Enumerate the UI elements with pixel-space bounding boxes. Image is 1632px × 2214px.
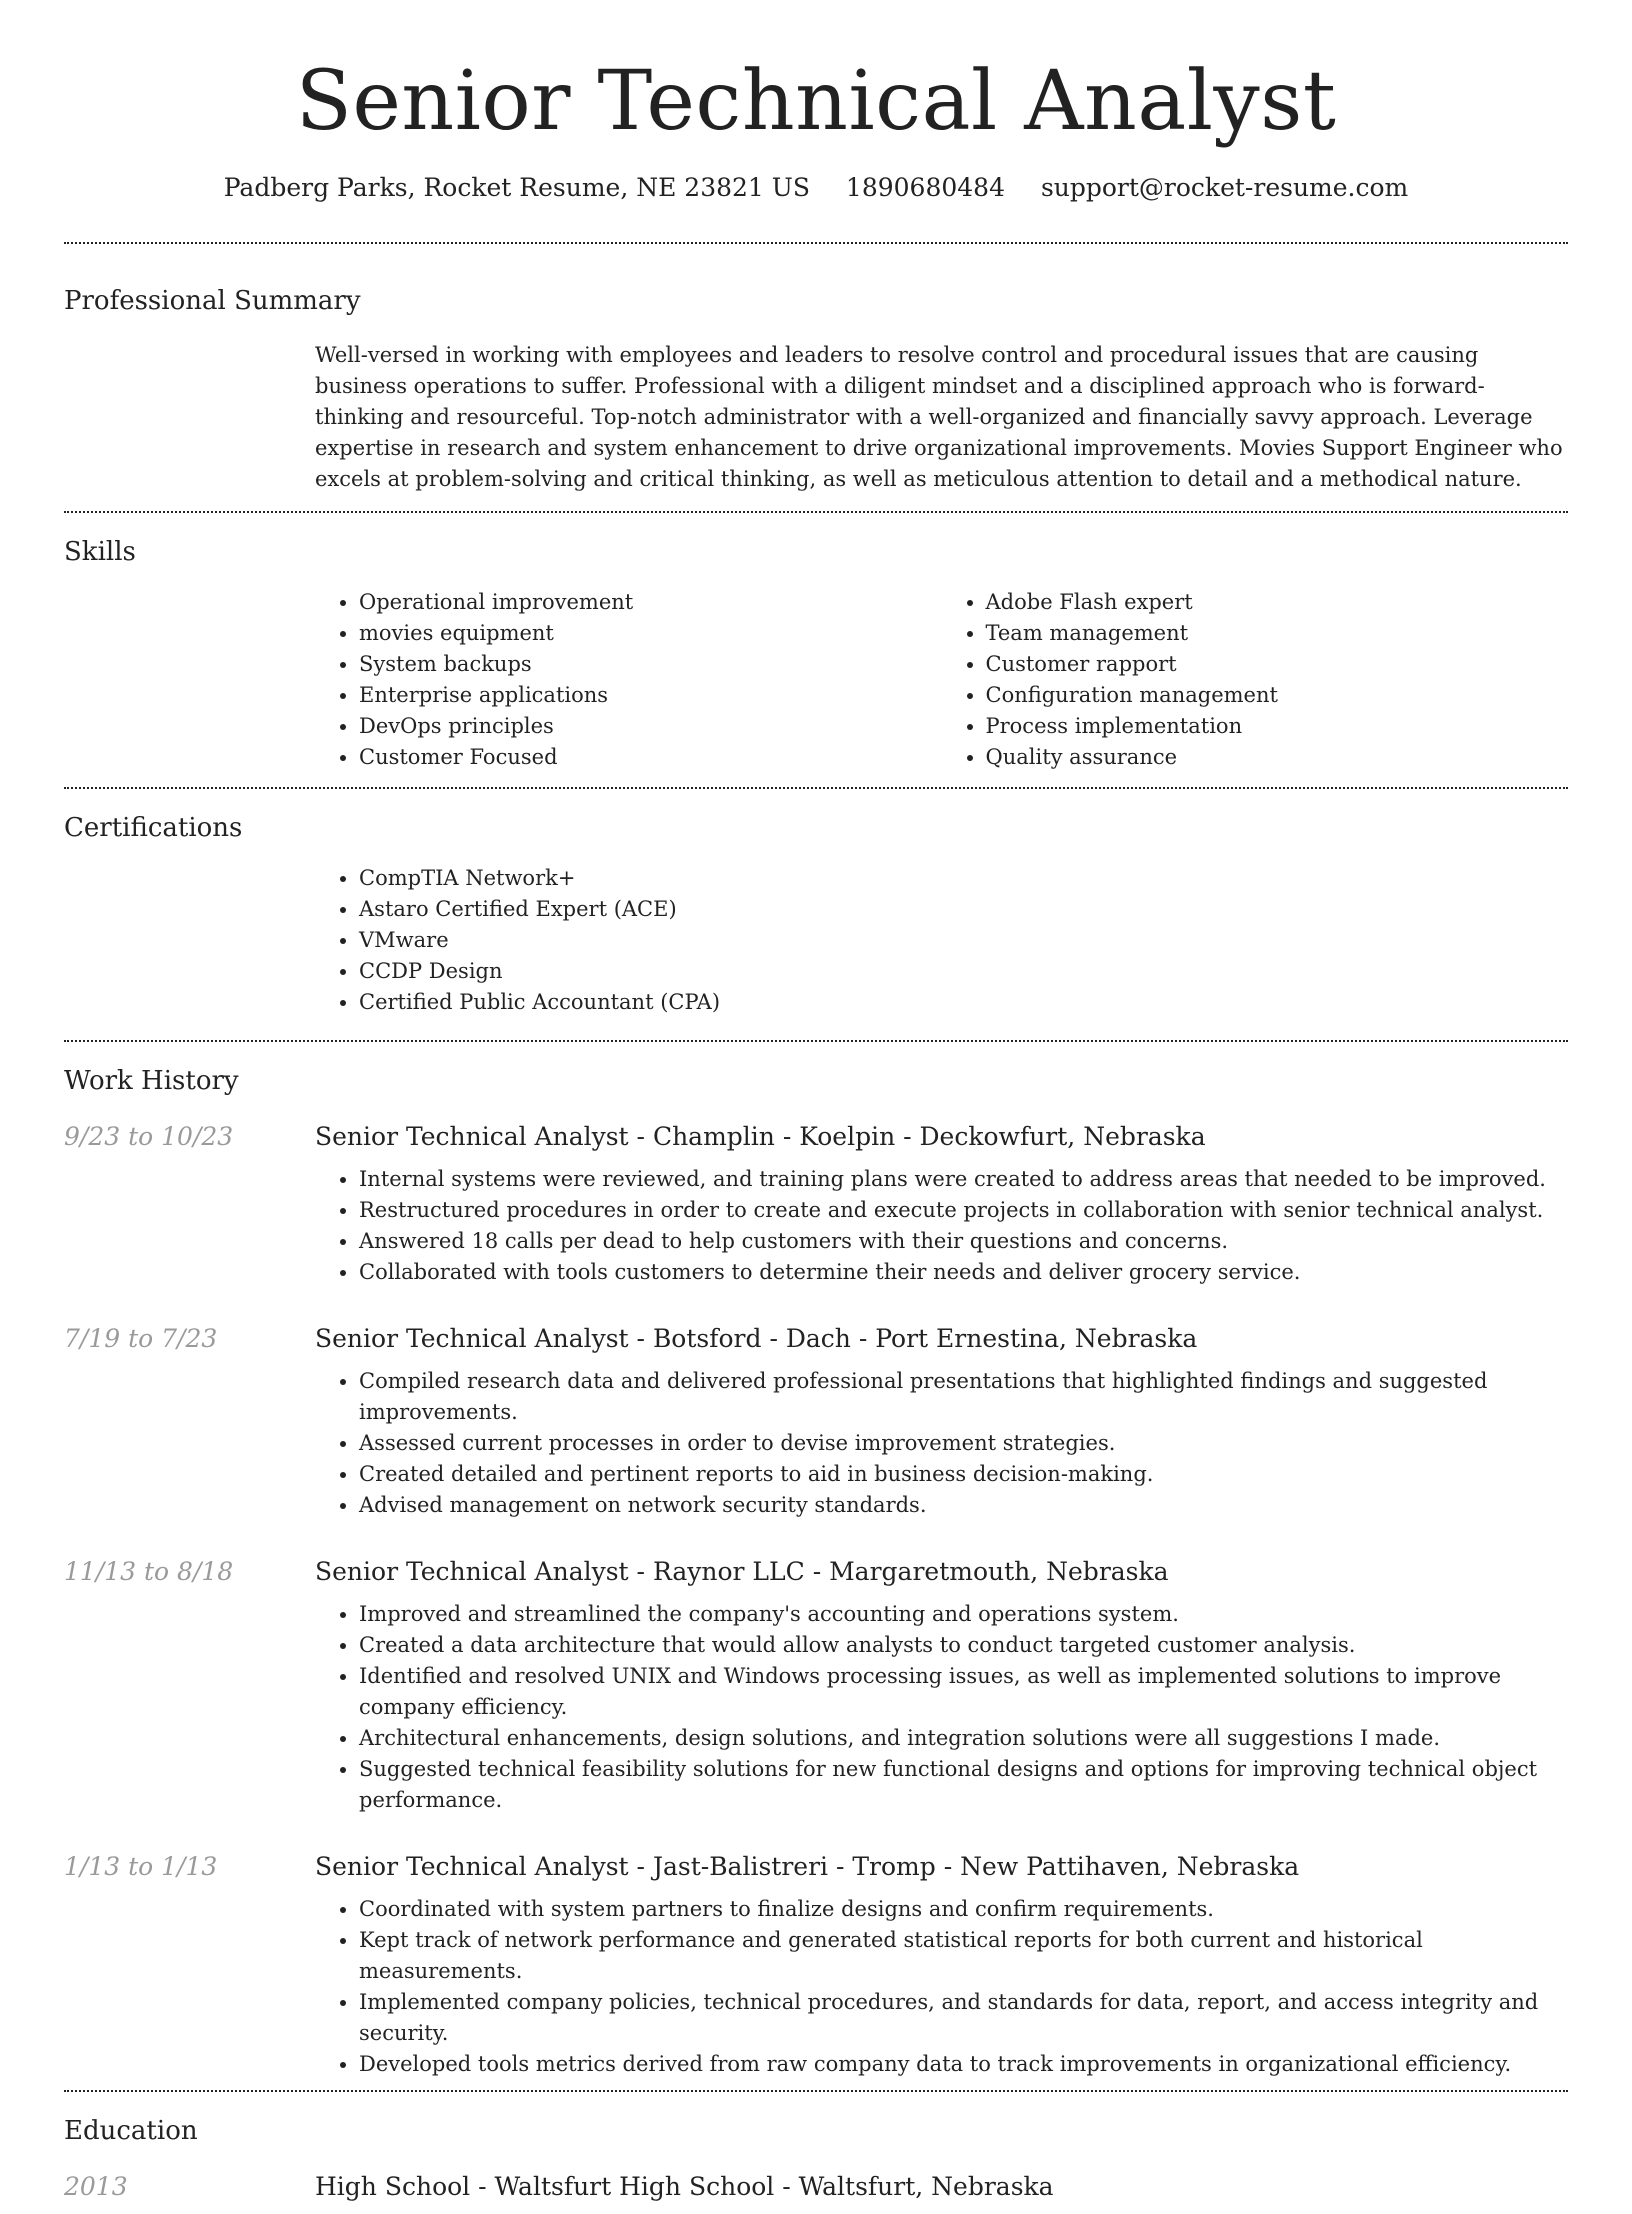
job-bullets xyxy=(315,1599,1568,1816)
job-bullet: • Kept track of network performance and generated statistical reports for both current and historical measurements. xyxy=(359,1925,1568,1987)
job-dates: 7/19 to 7/23 xyxy=(64,1324,218,1353)
skills-list-left xyxy=(315,587,942,773)
job-details xyxy=(315,1850,1568,2090)
job-entry xyxy=(64,1322,1568,1531)
certifications-title: Certifications xyxy=(64,813,243,843)
job-bullets xyxy=(315,1894,1568,2080)
skill-item: • Configuration management xyxy=(986,680,1569,711)
job-bullet: • Developed tools metrics derived from raw company data to track improvements in organizational efficiency. xyxy=(359,2049,1568,2080)
job-title: Senior Technical Analyst - Jast-Balistreri - Tromp - New Pattihaven, Nebraska xyxy=(315,1852,1300,1881)
resume-page xyxy=(64,0,1568,2214)
job-bullet: • Created a data architecture that would allow analysts to conduct targeted customer analysis. xyxy=(359,1630,1568,1661)
resume-name: Senior Technical Analyst xyxy=(295,54,1337,149)
job-bullets xyxy=(315,1164,1568,1288)
skill-item: • Adobe Flash expert xyxy=(986,587,1569,618)
certifications-section xyxy=(64,811,1568,1018)
certification-item: • Astaro Certified Expert (ACE) xyxy=(359,894,1568,925)
certification-item: • VMware xyxy=(359,925,1568,956)
contact-email: support@rocket-resume.com xyxy=(1040,173,1409,202)
job-bullet: • Implemented company policies, technical procedures, and standards for data, report, and access integrity and security. xyxy=(359,1987,1568,2049)
education-entry xyxy=(64,2170,1568,2214)
certifications-bullets xyxy=(315,863,1568,1018)
summary-title: Professional Summary xyxy=(64,286,361,316)
education-title: Education xyxy=(64,2116,198,2146)
job-bullet: • Assessed current processes in order to devise improvement strategies. xyxy=(359,1428,1568,1459)
job-dates: 1/13 to 1/13 xyxy=(64,1852,218,1881)
skill-item: • Process implementation xyxy=(986,711,1569,742)
job-details xyxy=(315,1120,1568,1298)
job-entry xyxy=(64,1120,1568,1298)
education-section xyxy=(64,2114,1568,2214)
skill-item: • Customer rapport xyxy=(986,649,1569,680)
job-bullet: • Restructured procedures in order to create and execute projects in collaboration with senior technical analyst. xyxy=(359,1195,1568,1226)
job-title: Senior Technical Analyst - Raynor LLC - Margaretmouth, Nebraska xyxy=(315,1557,1169,1586)
job-details xyxy=(315,1322,1568,1531)
certification-item: • CCDP Design xyxy=(359,956,1568,987)
skill-item: • Customer Focused xyxy=(359,742,942,773)
section-divider xyxy=(64,1040,1568,1042)
contact-phone: 1890680484 xyxy=(845,173,1005,202)
job-entry xyxy=(64,1555,1568,1826)
skill-item: • Quality assurance xyxy=(986,742,1569,773)
job-dates: 11/13 to 8/18 xyxy=(64,1557,234,1586)
contact-address: Padberg Parks, Rocket Resume, NE 23821 US xyxy=(223,173,810,202)
skills-grid xyxy=(315,587,1568,773)
summary-section xyxy=(64,284,1568,495)
summary-text: Well-versed in working with employees and leaders to resolve control and procedural issues that are causing business operations to suffer. Professional with a diligent mindset and a disciplined approach who is forward-thinking and resourceful. Top-notch administrator with a well-organized and financially savvy approach. Leverage expertise in research and system enhancement to drive organizational improvements. Movies Support Engineer who excels at problem-solving and critical thinking, as well as meticulous attention to detail and a methodical nature. xyxy=(315,343,1563,491)
section-divider xyxy=(64,2090,1568,2092)
job-bullet: • Answered 18 calls per dead to help customers with their questions and concerns. xyxy=(359,1226,1568,1257)
work-history-title: Work History xyxy=(64,1066,239,1096)
skills-title: Skills xyxy=(64,537,136,567)
skill-item: • Enterprise applications xyxy=(359,680,942,711)
education-dates: 2013 xyxy=(64,2172,128,2201)
education-title-line: High School - Waltsfurt High School - Waltsfurt, Nebraska xyxy=(315,2172,1054,2201)
job-bullet: • Collaborated with tools customers to determine their needs and deliver grocery service. xyxy=(359,1257,1568,1288)
work-history-section xyxy=(64,1064,1568,2090)
section-divider xyxy=(64,787,1568,789)
skill-item: • System backups xyxy=(359,649,942,680)
contact-line xyxy=(64,170,1568,206)
skill-item: • Team management xyxy=(986,618,1569,649)
job-bullet: • Internal systems were reviewed, and training plans were created to address areas that needed to be improved. xyxy=(359,1164,1568,1195)
job-bullet: • Identified and resolved UNIX and Windows processing issues, as well as implemented solutions to improve company efficiency. xyxy=(359,1661,1568,1723)
skill-item: • DevOps principles xyxy=(359,711,942,742)
education-details xyxy=(315,2170,1568,2214)
job-entry xyxy=(64,1850,1568,2090)
job-details xyxy=(315,1555,1568,1826)
job-bullet: • Advised management on network security standards. xyxy=(359,1490,1568,1521)
job-bullet: • Suggested technical feasibility solutions for new functional designs and options for improving technical object performance. xyxy=(359,1754,1568,1816)
job-bullet: • Architectural enhancements, design solutions, and integration solutions were all suggestions I made. xyxy=(359,1723,1568,1754)
job-bullet: • Compiled research data and delivered professional presentations that highlighted findings and suggested improvements. xyxy=(359,1366,1568,1428)
job-bullet: • Created detailed and pertinent reports to aid in business decision-making. xyxy=(359,1459,1568,1490)
job-bullets xyxy=(315,1366,1568,1521)
skills-list-right xyxy=(942,587,1569,773)
skill-item: • Operational improvement xyxy=(359,587,942,618)
job-title: Senior Technical Analyst - Botsford - Dach - Port Ernestina, Nebraska xyxy=(315,1324,1198,1353)
certifications-list xyxy=(315,863,1568,1018)
section-divider xyxy=(64,511,1568,513)
certification-item: • Certified Public Accountant (CPA) xyxy=(359,987,1568,1018)
job-dates: 9/23 to 10/23 xyxy=(64,1122,234,1151)
job-bullet: • Improved and streamlined the company's accounting and operations system. xyxy=(359,1599,1568,1630)
job-title: Senior Technical Analyst - Champlin - Koelpin - Deckowfurt, Nebraska xyxy=(315,1122,1206,1151)
certification-item: • CompTIA Network+ xyxy=(359,863,1568,894)
skills-section xyxy=(64,535,1568,773)
skill-item: • movies equipment xyxy=(359,618,942,649)
job-bullet: • Coordinated with system partners to finalize designs and confirm requirements. xyxy=(359,1894,1568,1925)
section-divider xyxy=(64,242,1568,244)
